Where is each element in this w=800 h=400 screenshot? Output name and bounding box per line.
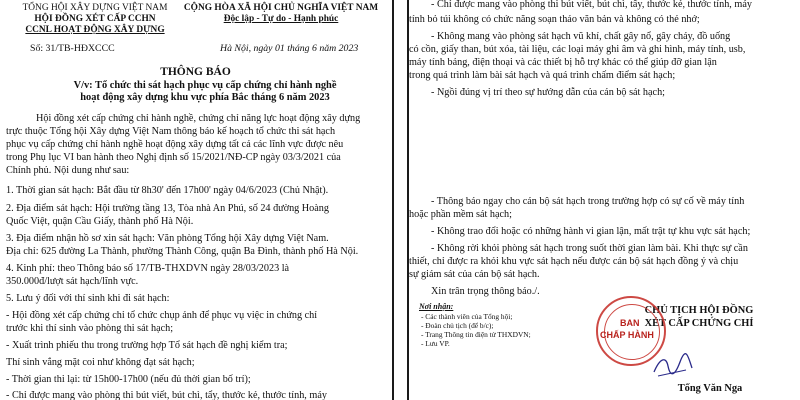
body-line: - Chỉ được mang vào phòng thi bút viết, bút chì, tẩy, thước kẻ, thước tính, máy xyxy=(6,390,327,400)
closing-line: Xin trân trọng thông báo./. xyxy=(431,286,540,297)
body-line: Hội đồng xét cấp chứng chỉ hành nghề, chứng chỉ năng lực hoạt động xây dựng xyxy=(36,113,361,124)
org-header xyxy=(6,3,184,36)
body-line: 3. Địa điểm nhận hồ sơ xin sát hạch: Văn phòng Tổng hội Xây dựng Việt Nam. xyxy=(6,233,329,244)
document-page-1 xyxy=(0,0,391,400)
page-divider xyxy=(391,0,409,400)
body-line: - Xuất trình phiếu thu trong trường hợp Tổ sát hạch đề nghị kiểm tra; xyxy=(6,340,288,351)
body-line: sự giám sát của cán bộ sát hạch. xyxy=(409,269,540,280)
body-line: - Không mang vào phòng sát hạch vũ khí, chất gây nổ, gây cháy, đồ uống xyxy=(431,31,731,42)
body-line: có cồn, giấy than, bút xóa, tài liệu, các loại máy ghi âm và ghi hình, máy tính, usb, xyxy=(409,44,746,55)
org-line-1: TỔNG HỘI XÂY DỰNG VIỆT NAM xyxy=(22,3,168,13)
signer-title-1: CHỦ TỊCH HỘI ĐỒNG xyxy=(644,305,754,316)
body-line: trong Phụ lục VI ban hành theo Nghị định số 15/2021/NĐ-CP ngày 03/3/2021 của xyxy=(6,152,341,163)
body-line: - Không trao đổi hoặc có những hành vi gian lận, mất trật tự khu vực sát hạch; xyxy=(431,226,751,237)
body-line: trong quá trình làm bài sát hạch và quá trình chấm điểm sát hạch; xyxy=(409,70,676,81)
body-line: 5. Lưu ý đối với thí sinh khi đi sát hạch: xyxy=(6,293,170,304)
document-number: Số: 31/TB-HĐXCCC xyxy=(30,43,115,54)
national-header xyxy=(172,3,390,25)
body-line: - Thời gian thi lại: từ 15h00-17h00 (nếu đủ thời gian bố trí); xyxy=(6,374,251,385)
body-line: - Thông báo ngay cho cán bộ sát hạch trong trường hợp có sự cố về máy tính xyxy=(431,196,745,207)
recipient-item: - Lưu VP. xyxy=(421,339,450,348)
seal-text-top: BAN xyxy=(620,318,640,328)
body-line: 1. Thời gian sát hạch: Bắt đầu từ 8h30' đến 17h00' ngày 04/6/2023 (Chủ Nhật). xyxy=(6,185,329,196)
body-line: - Chỉ được mang vào phòng thi bút viết, bút chì, tẩy, thước kẻ, thước tính, máy xyxy=(431,0,752,10)
body-line: 4. Kinh phí: theo Thông báo số 17/TB-THXDVN ngày 28/03/2023 là xyxy=(6,263,290,274)
body-line: hoặc phần mềm sát hạch; xyxy=(409,209,512,220)
signer-name: Tống Văn Nga xyxy=(677,383,743,394)
body-line: 350.000đ/lượt sát hạch/lĩnh vực. xyxy=(6,276,139,287)
body-line: 2. Địa điểm sát hạch: Hội trường tầng 13, Tòa nhà An Phú, số 24 đường Hoàng xyxy=(6,203,329,214)
place-date: Hà Nội, ngày 01 tháng 6 năm 2023 xyxy=(220,43,359,54)
document-subtitle xyxy=(40,80,370,104)
body-line: trước khi thí sinh vào phòng thi sát hạch; xyxy=(6,323,174,334)
body-line: máy tính bảng, điện thoại và các thiết bị hỗ trợ khác có thể giúp đỡ gian lận xyxy=(409,57,717,68)
subtitle-line-2: hoạt động xây dựng khu vực phía Bắc tháng 6 năm 2023 xyxy=(80,92,330,103)
handwritten-signature xyxy=(652,352,694,380)
body-line: Quốc Việt, quận Cầu Giấy, thành phố Hà Nội. xyxy=(6,216,194,227)
seal-text-main: CHẤP HÀNH xyxy=(600,330,654,340)
body-line: trực thuộc Tổng hội Xây dựng Việt Nam thông báo kế hoạch tổ chức thi sát hạch xyxy=(6,126,336,137)
org-line-3: CCNL HOẠT ĐỘNG XÂY DỰNG xyxy=(25,25,165,35)
org-line-2: HỘI ĐỒNG XÉT CẤP CCHN xyxy=(34,14,156,24)
body-line: - Ngồi đúng vị trí theo sự hướng dẫn của cán bộ sát hạch; xyxy=(431,87,665,98)
recipient-item: - Đoàn chủ tịch (để b/c); xyxy=(421,321,494,330)
recipients-label: Nơi nhận: xyxy=(419,302,454,311)
signer-title-2: XÉT CẤP CHỨNG CHỈ xyxy=(644,318,754,329)
recipient-item: - Trang Thông tin điện tử THXDVN; xyxy=(421,330,531,339)
body-line: - Không rời khỏi phòng sát hạch trong suốt thời gian làm bài. Khi thực sự cần xyxy=(431,243,748,254)
body-line: - Hội đồng xét cấp chứng chỉ tổ chức chụp ảnh để phục vụ việc in chứng chỉ xyxy=(6,310,318,321)
nation-line-1: CỘNG HÒA XÃ HỘI CHỦ NGHĨA VIỆT NAM xyxy=(183,3,379,13)
body-line: Địa chỉ: 625 đường La Thành, phường Thành Công, quận Ba Đình, thành phố Hà Nội. xyxy=(6,246,359,257)
recipient-item: - Các thành viên của Tổng hội; xyxy=(421,312,513,321)
document-title: THÔNG BÁO xyxy=(160,66,231,78)
body-line: phục vụ cấp chứng chỉ hành nghề hoạt động xây dựng tất cả các lĩnh vực được nêu xyxy=(6,139,344,150)
nation-motto: Độc lập - Tự do - Hạnh phúc xyxy=(223,14,339,24)
body-line: thiết, chỉ được ra khỏi khu vực sát hạch nếu được cán bộ sát hạch đồng ý và chịu xyxy=(409,256,739,267)
body-line: Thí sinh vắng mặt coi như không đạt sát hạch; xyxy=(6,357,195,368)
body-line: Chính phủ. Nội dung như sau: xyxy=(6,165,130,176)
subtitle-line-1: V/v: Tổ chức thi sát hạch phục vụ cấp chứng chỉ hành nghề xyxy=(73,80,337,91)
body-line: tính bỏ túi không có chức năng soạn thảo văn bản và không có thẻ nhớ; xyxy=(409,14,700,25)
